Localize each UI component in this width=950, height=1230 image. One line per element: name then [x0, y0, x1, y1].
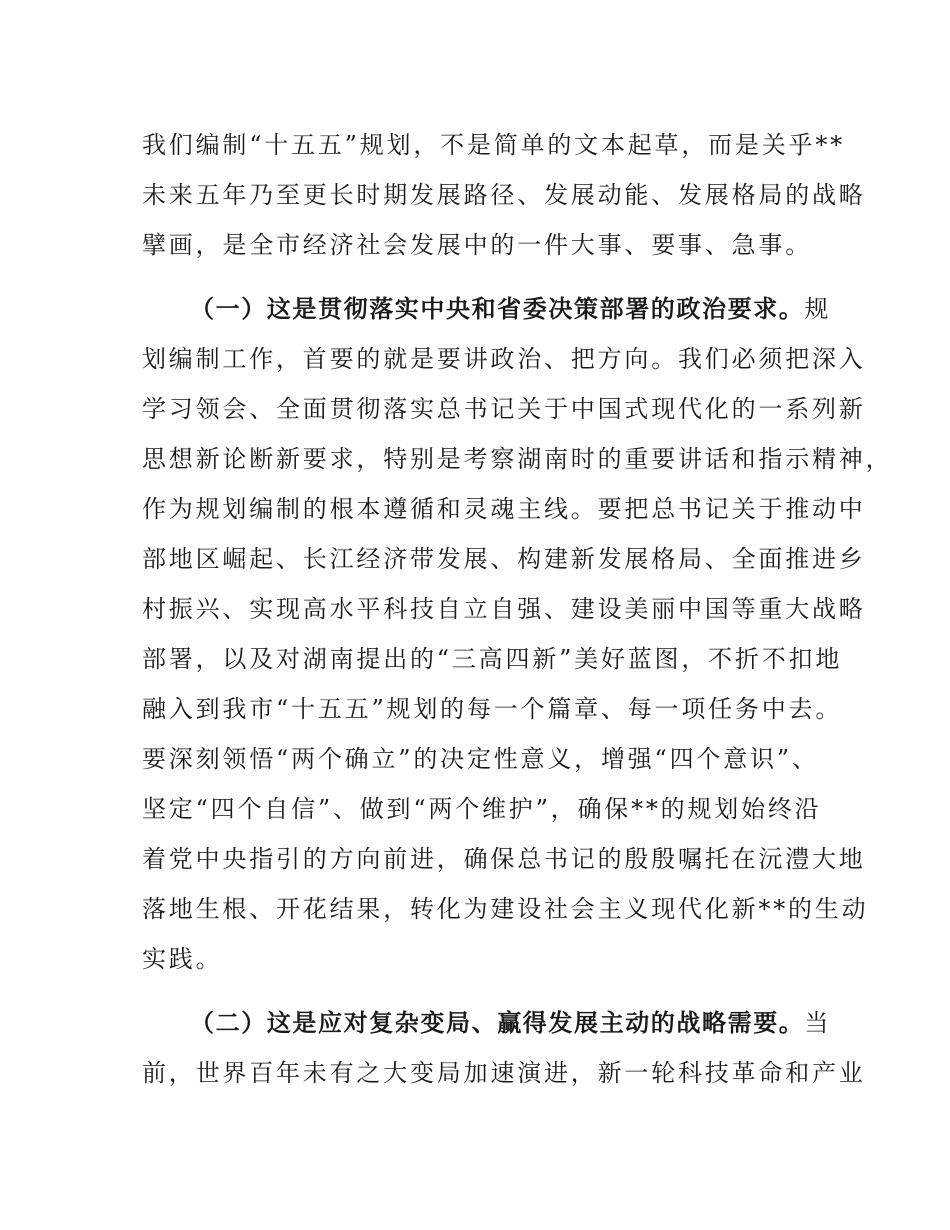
text-line: 坚定“四个自信”、做到“两个维护”，确保**的规划始终沿 [142, 795, 822, 823]
section-heading-line [142, 998, 832, 1048]
text-line: 我们编制“十五五”规划，不是简单的文本起草，而是关乎** [142, 131, 845, 159]
section-two-paragraph [142, 998, 866, 1098]
text-line: 着党中央指引的方向前进，确保总书记的殷殷嘱托在沅澧大地 [142, 845, 866, 873]
text-line: 擘画，是全市经济社会发展中的一件大事、要事、急事。 [142, 231, 812, 259]
text-line: 实践。 [142, 945, 223, 973]
text-line: 村振兴、实现高水平科技自立自强、建设美丽中国等重大战略 [142, 595, 866, 623]
section-one-heading: （一）这是贯彻落实中央和省委决策部署的政治要求。 [190, 295, 805, 323]
text-line: 落地生根、开花结果，转化为建设社会主义现代化新**的生动 [142, 895, 869, 923]
text-run: 规 [804, 295, 832, 323]
text-line: 思想新论断新要求，特别是考察湖南时的重要讲话和指示精神， [142, 445, 893, 473]
text-line: 要深刻领悟“两个确立”的决定性意义，增强“四个意识”、 [142, 745, 819, 773]
section-heading-line [142, 284, 832, 334]
text-line: 未来五年乃至更长时期发展路径、发展动能、发展格局的战略 [142, 181, 866, 209]
text-line: 学习领会、全面贯彻落实总书记关于中国式现代化的一系列新 [142, 395, 866, 423]
section-two-heading: （二）这是应对复杂变局、赢得发展主动的战略需要。 [190, 1009, 805, 1037]
text-line: 前，世界百年未有之大变局加速演进，新一轮科技革命和产业 [142, 1059, 866, 1087]
text-line: 划编制工作，首要的就是要讲政治、把方向。我们必须把深入 [142, 345, 866, 373]
section-one-paragraph [142, 284, 893, 984]
text-run: 当 [804, 1009, 832, 1037]
text-line: 融入到我市“十五五”规划的每一个篇章、每一项任务中去。 [142, 695, 843, 723]
text-line: 部署，以及对湖南提出的“三高四新”美好蓝图，不折不扣地 [142, 645, 843, 673]
intro-paragraph [142, 120, 866, 270]
text-line: 作为规划编制的根本遵循和灵魂主线。要把总书记关于推动中 [142, 495, 866, 523]
text-line: 部地区崛起、长江经济带发展、构建新发展格局、全面推进乡 [142, 545, 866, 573]
